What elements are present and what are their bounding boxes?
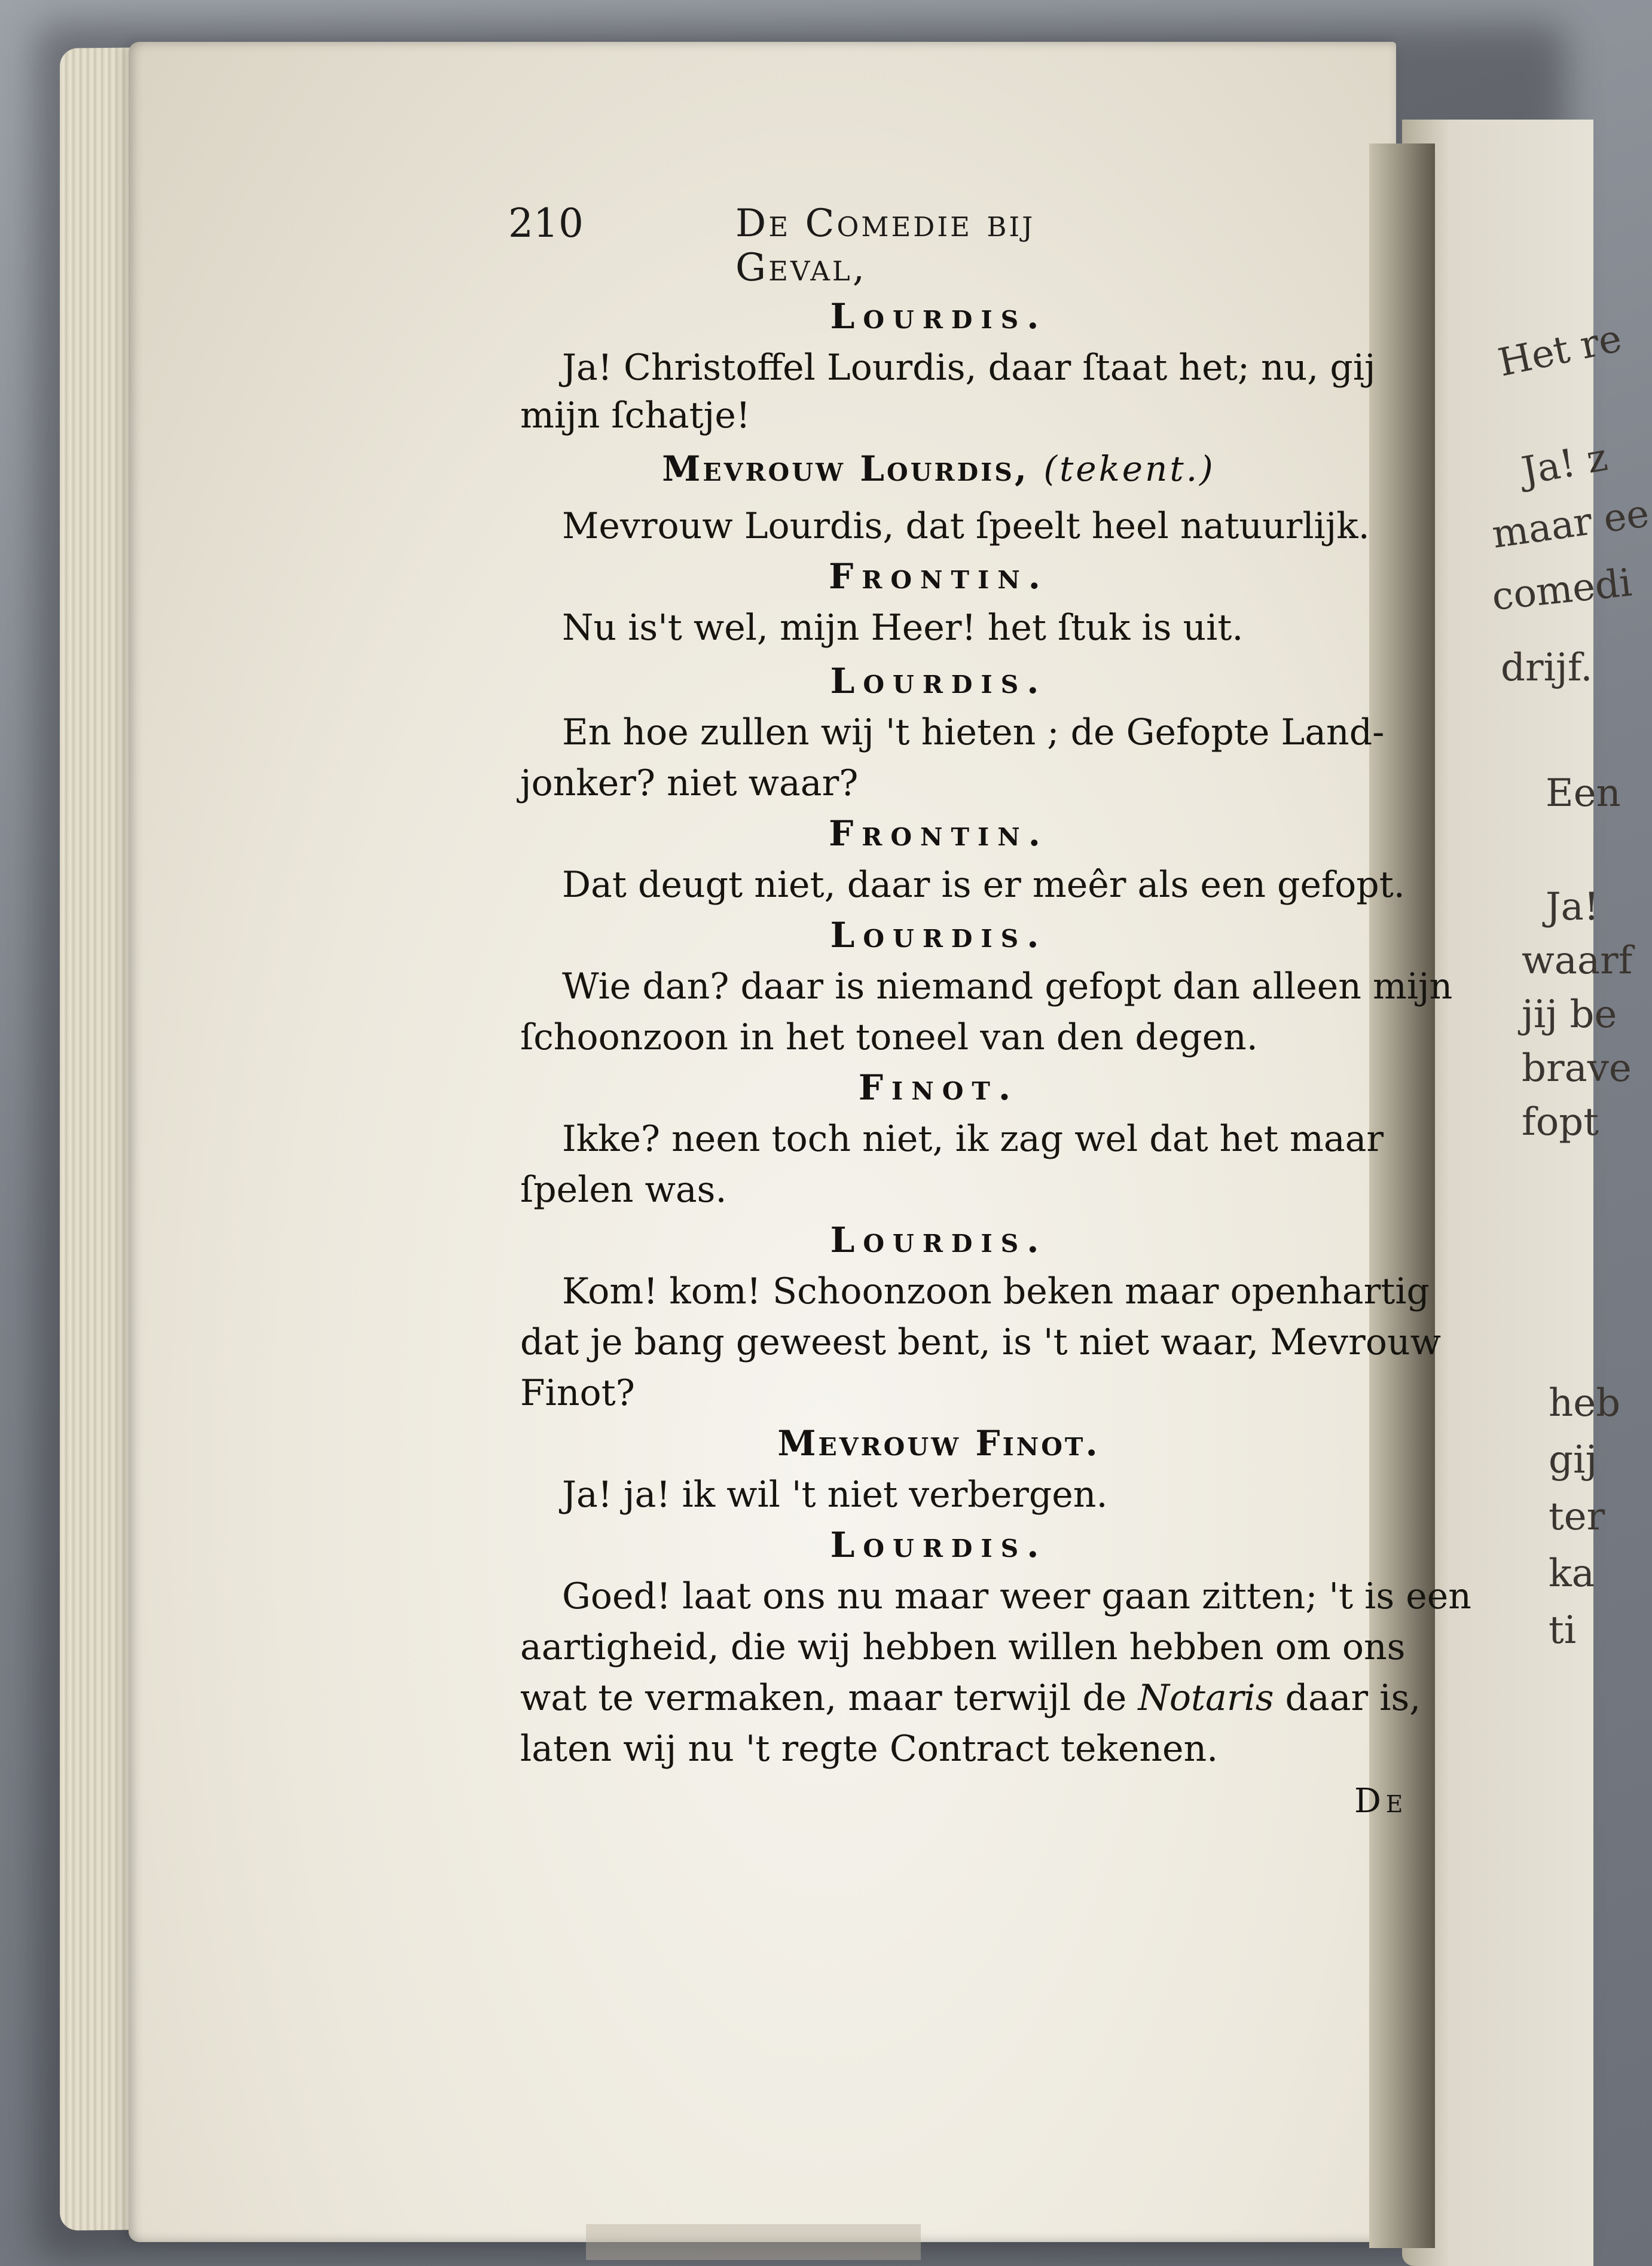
dialogue-line: jonker? niet waar? bbox=[520, 762, 859, 804]
dialogue-line: En hoe zullen wij 't hieten ; de Gefopte Land- bbox=[562, 711, 1385, 753]
speaker-heading: Frontin. bbox=[829, 556, 1049, 597]
dialogue-line: Mevrouw Lourdis, dat ſpeelt heel natuurlijk. bbox=[562, 505, 1370, 547]
dialogue-line: Dat deugt niet, daar is er meêr als een gefopt. bbox=[562, 864, 1405, 906]
speaker-heading: Frontin. bbox=[829, 813, 1049, 854]
dialogue-line: ſchoonzoon in het toneel van den degen. bbox=[520, 1016, 1258, 1058]
facing-page-fragment: ti bbox=[1549, 1608, 1577, 1653]
catchword: De bbox=[1354, 1782, 1408, 1821]
speaker-heading: Lourdis. bbox=[830, 915, 1048, 955]
facing-page-fragment: waarf bbox=[1522, 939, 1633, 983]
dialogue-line: Nu is't wel, mijn Heer! het ſtuk is uit. bbox=[562, 607, 1244, 649]
dialogue-line: dat je bang geweest bent, is 't niet waar, Mevrouw bbox=[520, 1321, 1441, 1363]
facing-page-fragment: heb bbox=[1549, 1381, 1621, 1425]
facing-page-fragment: fopt bbox=[1522, 1100, 1599, 1144]
dialogue-line: Ikke? neen toch niet, ik zag wel dat het maar bbox=[562, 1118, 1384, 1160]
dialogue-line: Wie dan? daar is niemand gefopt dan alleen mijn bbox=[562, 966, 1453, 1007]
facing-page-fragment: Het re bbox=[1494, 316, 1626, 386]
dialogue-line: mijn ſchatje! bbox=[520, 395, 750, 436]
speaker-heading: Lourdis. bbox=[830, 1220, 1048, 1260]
running-title: De Comedie bij Geval, bbox=[735, 201, 1036, 290]
book-gutter bbox=[1369, 143, 1435, 2248]
facing-page-fragment: drijf. bbox=[1501, 646, 1593, 690]
page-number: 210 bbox=[508, 200, 584, 246]
facing-page-fragment: jij be bbox=[1522, 992, 1617, 1037]
dialogue-line: Finot? bbox=[520, 1372, 635, 1414]
facing-page-fragment: ka bbox=[1549, 1552, 1595, 1596]
facing-page-fragment: Ja! bbox=[1546, 885, 1599, 929]
dialogue-line: Ja! Christoffel Lourdis, daar ſtaat het; nu, gij bbox=[562, 347, 1376, 389]
dialogue-line: Ja! ja! ik wil 't niet verbergen. bbox=[562, 1474, 1108, 1516]
dialogue-line bbox=[520, 1677, 1421, 1719]
speaker-heading: Lourdis. bbox=[830, 296, 1048, 337]
dialogue-line: Goed! laat ons nu maar weer gaan zitten; 't is een bbox=[562, 1575, 1471, 1617]
dialogue-line: aartigheid, die wij hebben willen hebben om ons bbox=[520, 1626, 1406, 1668]
facing-page-fragment: Ja! z bbox=[1518, 435, 1611, 494]
speaker-heading: Mevrouw Finot. bbox=[777, 1423, 1100, 1464]
stage-direction: (tekent.) bbox=[1043, 448, 1216, 489]
paper-stain bbox=[586, 2224, 921, 2260]
facing-page-fragment: ter bbox=[1549, 1495, 1605, 1539]
speaker-heading: Finot. bbox=[858, 1067, 1019, 1108]
facing-page-fragment: brave bbox=[1522, 1046, 1632, 1091]
speaker-heading bbox=[520, 448, 1357, 489]
speaker-heading: Lourdis. bbox=[830, 1525, 1048, 1565]
facing-page-fragment: comedi bbox=[1489, 560, 1634, 620]
line-text: wat te vermaken, maar terwijl de bbox=[520, 1677, 1138, 1719]
dialogue-line: laten wij nu 't regte Contract tekenen. bbox=[520, 1728, 1219, 1770]
facing-page-fragment: Een bbox=[1546, 771, 1621, 816]
speaker-heading: Lourdis. bbox=[830, 661, 1048, 701]
facing-page-fragment: maar ee bbox=[1489, 491, 1652, 557]
dialogue-line: Kom! kom! Schoonzoon beken maar openhartig bbox=[562, 1271, 1430, 1312]
line-text: daar is, bbox=[1274, 1677, 1421, 1719]
emphasized-word: Notaris bbox=[1138, 1677, 1274, 1719]
page-header bbox=[508, 200, 1172, 290]
dialogue-line: ſpelen was. bbox=[520, 1169, 727, 1211]
facing-page-fragment: gij bbox=[1549, 1438, 1598, 1482]
speaker-name: Mevrouw Lourdis, bbox=[662, 448, 1044, 489]
